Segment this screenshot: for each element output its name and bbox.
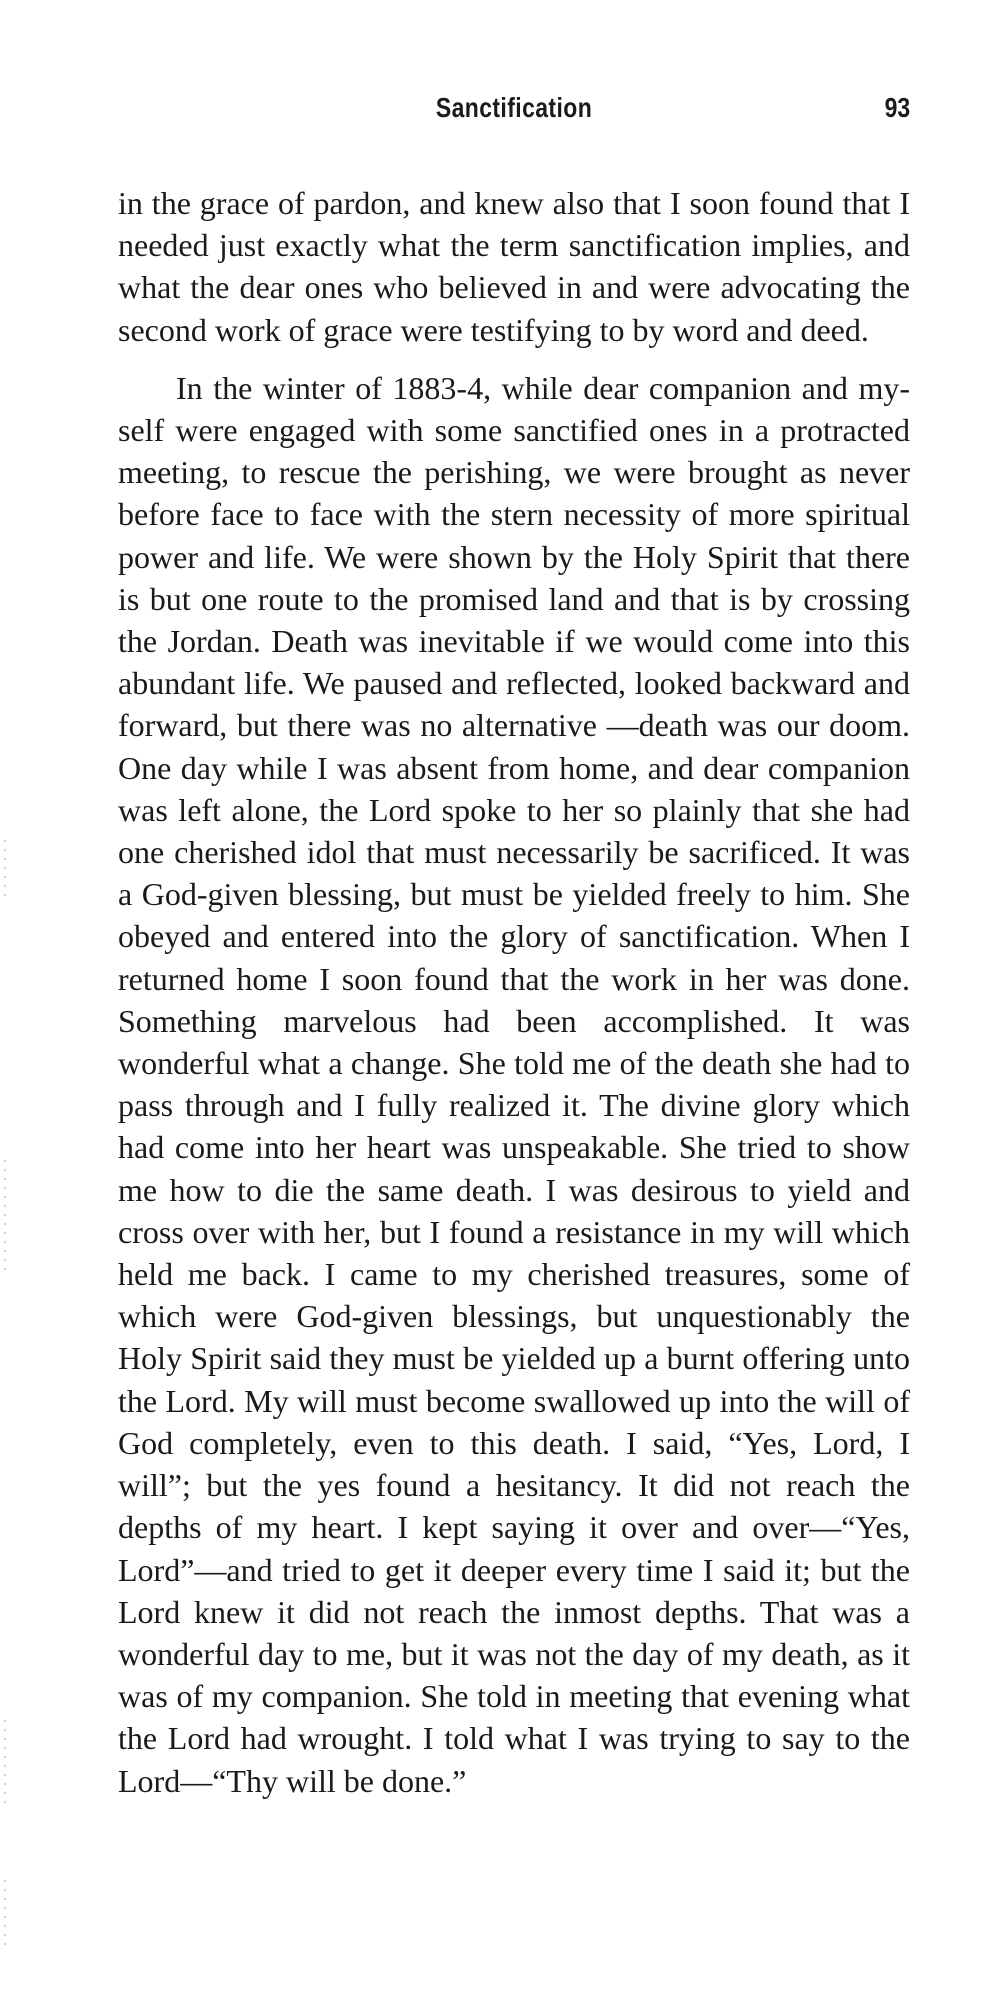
paragraph: In the winter of 1883-4, while dear companion and myself were engaged with some sanctified ones in a protracted meeting, to rescue the perishing, we were brought as never before face to face with the stern necessity of more spiritual power and life. We were shown by the Holy Spirit that there is but one route to the promised land and that is by crossing the Jordan. Death was inevitable if we would come into this abundant life. We paused and reflected, looked backward and forward, but there was no alternative —death was our doom. One day while I was absent from home, and dear companion was left alone, the Lord spoke to her so plainly that she had one cherished idol that must necessarily be sacrificed. It was a God-given blessing, but must be yielded freely to him. She obeyed and entered into the glory of sanctification. When I returned home I soon found that the work in her was done. Something marvelous had been accomplished. It was wonderful what a change. She told me of the death she had to pass through and I fully realized it. The divine glory which had come into her heart was unspeakable. She tried to show me how to die the same death. I was desirous to yield and cross over with her, but I found a resistance in my will which held me back. I came to my cherished treasures, some of which were God-given blessings, but unquestionably the Holy Spirit said they must be yielded up a burnt offering unto the Lord. My will must become swallowed up into the will of God completely, even to this death. I said, “Yes, Lord, I will”; but the yes found a hesitancy. It did not reach the depths of my heart. I kept saying it over and over—“Yes, Lord”—and tried to get it deeper every time I said it; but the Lord knew it did not reach the inmost depths. That was a wonderful day to me, but it was not the day of my death, as it was of my companion. She told in meeting that evening what the Lord had wrought. I told what I was trying to say to the Lord—“Thy will be done.”	[118, 369, 910, 1799]
body-text	[118, 182, 910, 1802]
paragraph: in the grace of pardon, and knew also that I soon found that I needed just exactly what the term sanctification implies, and what the dear ones who believed in and were advocating the second work of grace were testifying to by word and deed.	[118, 185, 910, 348]
page-number: 93	[884, 92, 910, 123]
running-head	[118, 92, 910, 132]
running-title: Sanctification	[435, 92, 593, 123]
scan-edge-marks	[4, 1720, 6, 1810]
scan-edge-marks	[4, 840, 6, 900]
scan-edge-marks	[4, 1880, 6, 1950]
scan-edge-marks	[4, 1160, 6, 1270]
